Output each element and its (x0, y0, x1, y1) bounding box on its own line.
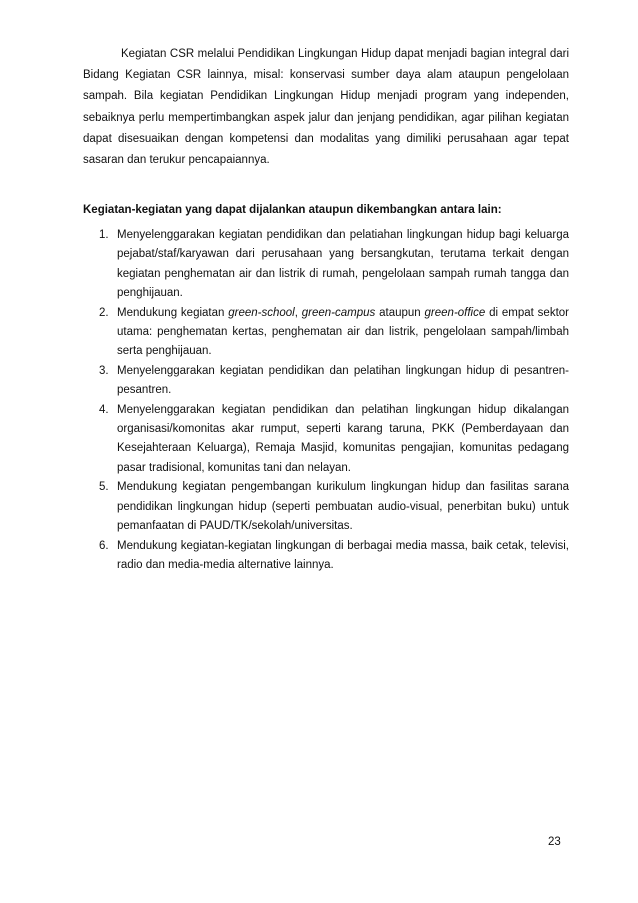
list-item (83, 537, 569, 576)
list-item-text (117, 307, 569, 358)
list-item (83, 478, 569, 536)
page-number: 23 (548, 836, 561, 848)
text-run: Mendukung kegiatan (117, 306, 229, 319)
list-item-text: Menyelenggarakan kegiatan pendidikan dan pelatihan lingkungan hidup di pesantren-pesantren. (117, 364, 569, 397)
text-run: di empat sektor utama: penghematan kertas, penghematan air dan listrik, pengelolaan sampah/limbah serta penghijauan. (117, 306, 569, 358)
list-item-text: Mendukung kegiatan-kegiatan lingkungan di berbagai media massa, baik cetak, televisi, radio dan media-media alternative lainnya. (117, 539, 569, 571)
text-run: ataupun (375, 306, 425, 319)
list-item-number: 2. (99, 306, 109, 319)
italic-term: green-campus (301, 306, 376, 319)
list-item (83, 304, 569, 362)
italic-term: green-office (424, 306, 486, 319)
list-item-number: 6. (99, 539, 109, 552)
list-item (83, 226, 569, 304)
italic-term: green-school (228, 306, 295, 319)
intro-paragraph (83, 44, 569, 171)
list-item-text: Menyelenggarakan kegiatan pendidikan dan pelatiahan lingkungan hidup bagi keluarga pejabat/staf/karyawan dari perusahaan yang bersangkutan, terutama terkait dengan kegiatan penghematan air dan listrik di rumah, pengelolaan sampah rumah tangga dan penghijauan. (117, 229, 569, 300)
list-item-number: 1. (99, 229, 109, 241)
list-item-number: 4. (99, 403, 109, 416)
list-item-number: 3. (99, 364, 109, 377)
section-heading: Kegiatan-kegiatan yang dapat dijalankan ataupun dikembangkan antara lain: (83, 204, 502, 216)
list-item-number: 5. (99, 481, 109, 494)
text-run: , (294, 306, 302, 319)
list-item-text: Menyelenggarakan kegiatan pendidikan dan pelatihan lingkungan hidup dikalangan organisasi/komonitas akar rumput, seperti karang taruna, PKK (Pemberdayaan dan Kesejahteraan Keluarga), Remaja Masjid, komunitas pengajian, komunitas pedagang pasar tradisional, komunitas tani dan nelayan. (117, 403, 569, 474)
list-item (83, 362, 569, 401)
activity-list (83, 226, 569, 575)
list-item (83, 401, 569, 479)
intro-paragraph-text: Kegiatan CSR melalui Pendidikan Lingkungan Hidup dapat menjadi bagian integral dari Bidang Kegiatan CSR lainnya, misal: konservasi sumber daya alam ataupun pengelolaan sampah. Bila kegiatan Pendidikan Lingkungan Hidup menjadi program yang independen, sebaiknya perlu mempertimbangkan aspek jalur dan jenjang pendidikan, agar pilihan kegiatan dapat disesuaikan dengan kompetensi dan modalitas yang dimiliki perusahaan agar tepat sasaran dan terukur pencapaiannya. (83, 48, 569, 167)
list-item-text: Mendukung kegiatan pengembangan kurikulum lingkungan hidup dan fasilitas sarana pendidikan lingkungan hidup (seperti pembuatan audio-visual, penerbitan buku) untuk pemanfaatan di PAUD/TK/sekolah/universitas. (117, 481, 569, 533)
